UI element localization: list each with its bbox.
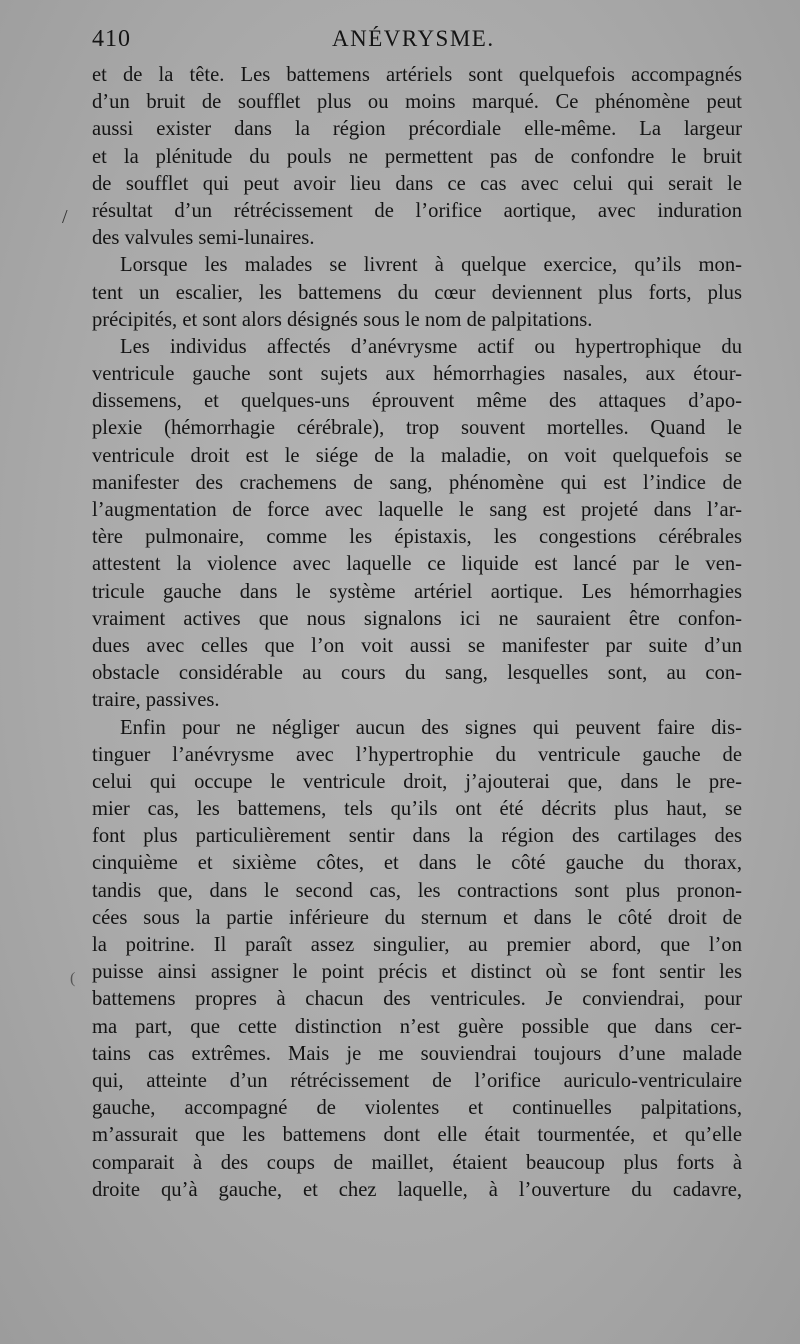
page-number: 410: [92, 26, 131, 52]
text-line: aussi exister dans la région précordiale elle-même. La largeur: [92, 118, 742, 141]
text-line: comparait à des coups de maillet, étaient beaucoup plus forts à: [92, 1151, 742, 1174]
text-line: battemens propres à chacun des ventricules. Je conviendrai, pour: [92, 988, 742, 1011]
page-header: [92, 26, 742, 62]
text-line: Les individus affectés d’anévrysme actif ou hypertrophique du: [120, 335, 742, 358]
running-title: ANÉVRYSME.: [332, 26, 495, 51]
text-line: dues avec celles que l’on voit aussi se manifester par suite d’un: [92, 634, 742, 657]
text-line: Enfin pour ne négliger aucun des signes qui peuvent faire dis-: [120, 716, 742, 739]
text-line: ventricule gauche sont sujets aux hémorrhagies nasales, aux étour-: [92, 363, 742, 386]
text-line: cées sous la partie inférieure du sternum et dans le côté droit de: [92, 906, 742, 929]
text-line: mier cas, les battemens, tels qu’ils ont été décrits plus haut, se: [92, 798, 742, 821]
text-line: et de la tête. Les battemens artériels sont quelquefois accompagnés: [92, 64, 742, 86]
text-line: tains cas extrêmes. Mais je me souviendrai toujours d’une malade: [92, 1042, 742, 1065]
text-line: et la plénitude du pouls ne permettent pas de confondre le bruit: [92, 145, 742, 168]
text-line: puisse ainsi assigner le point précis et distinct où se font sentir les: [92, 961, 742, 984]
text-line: tinguer l’anévrysme avec l’hypertrophie du ventricule gauche de: [92, 743, 742, 766]
text-line: tent un escalier, les battemens du cœur deviennent plus forts, plus: [92, 281, 742, 304]
text-line: de soufflet qui peut avoir lieu dans ce cas avec celui qui serait le: [92, 172, 742, 195]
text-line: ventricule droit est le siége de la maladie, on voit quelquefois se: [92, 444, 742, 467]
text-line: plexie (hémorrhagie cérébrale), trop souvent mortelles. Quand le: [92, 417, 742, 440]
margin-annotation-mark-2: (: [70, 970, 76, 987]
text-line: tricule gauche dans le système artériel aortique. Les hémorrhagies: [92, 580, 742, 603]
text-line: Lorsque les malades se livrent à quelque exercice, qu’ils mon-: [120, 254, 742, 277]
text-line: obstacle considérable au cours du sang, lesquelles sont, au con-: [92, 662, 742, 685]
text-line: tandis que, dans le second cas, les contractions sont plus pronon-: [92, 879, 742, 902]
text-line: l’augmentation de force avec laquelle le sang est projeté dans l’ar-: [92, 499, 742, 521]
text-line: font plus particulièrement sentir dans la région des cartilages des: [92, 825, 742, 848]
text-line: résultat d’un rétrécissement de l’orifice aortique, avec induration: [92, 199, 742, 222]
text-line: d’un bruit de soufflet plus ou moins marqué. Ce phénomène peut: [92, 91, 742, 114]
text-line: attestent la violence avec laquelle ce liquide est lancé par le ven-: [92, 553, 742, 576]
text-line: tère pulmonaire, comme les épistaxis, les congestions cérébrales: [92, 526, 742, 549]
text-line: précipités, et sont alors désignés sous le nom de palpitations.: [92, 308, 593, 331]
body-text: [92, 62, 742, 1204]
text-line: qui, atteinte d’un rétrécissement de l’orifice auriculo-ventriculaire: [92, 1069, 742, 1092]
text-line: celui qui occupe le ventricule droit, j’ajouterai que, dans le pre-: [92, 770, 742, 793]
text-line: m’assurait que les battemens dont elle était tourmentée, et qu’elle: [92, 1124, 742, 1147]
text-line: droite qu’à gauche, et chez laquelle, à l’ouverture du cadavre,: [92, 1178, 742, 1201]
text-line: cinquième et sixième côtes, et dans le côté gauche du thorax,: [92, 852, 742, 875]
text-line: la poitrine. Il paraît assez singulier, au premier abord, que l’on: [92, 934, 742, 956]
text-line: des valvules semi-lunaires.: [92, 227, 315, 250]
text-line: dissemens, et quelques-uns éprouvent même des attaques d’apo-: [92, 390, 742, 413]
text-line: traire, passives.: [92, 689, 220, 712]
text-line: gauche, accompagné de violentes et continuelles palpitations,: [92, 1097, 742, 1120]
text-line: vraiment actives que nous signalons ici ne sauraient être confon-: [92, 607, 742, 630]
text-line: ma part, que cette distinction n’est guère possible que dans cer-: [92, 1015, 742, 1038]
text-line: manifester des crachemens de sang, phénomène qui est l’indice de: [92, 471, 742, 494]
margin-annotation-mark: /: [62, 206, 68, 228]
